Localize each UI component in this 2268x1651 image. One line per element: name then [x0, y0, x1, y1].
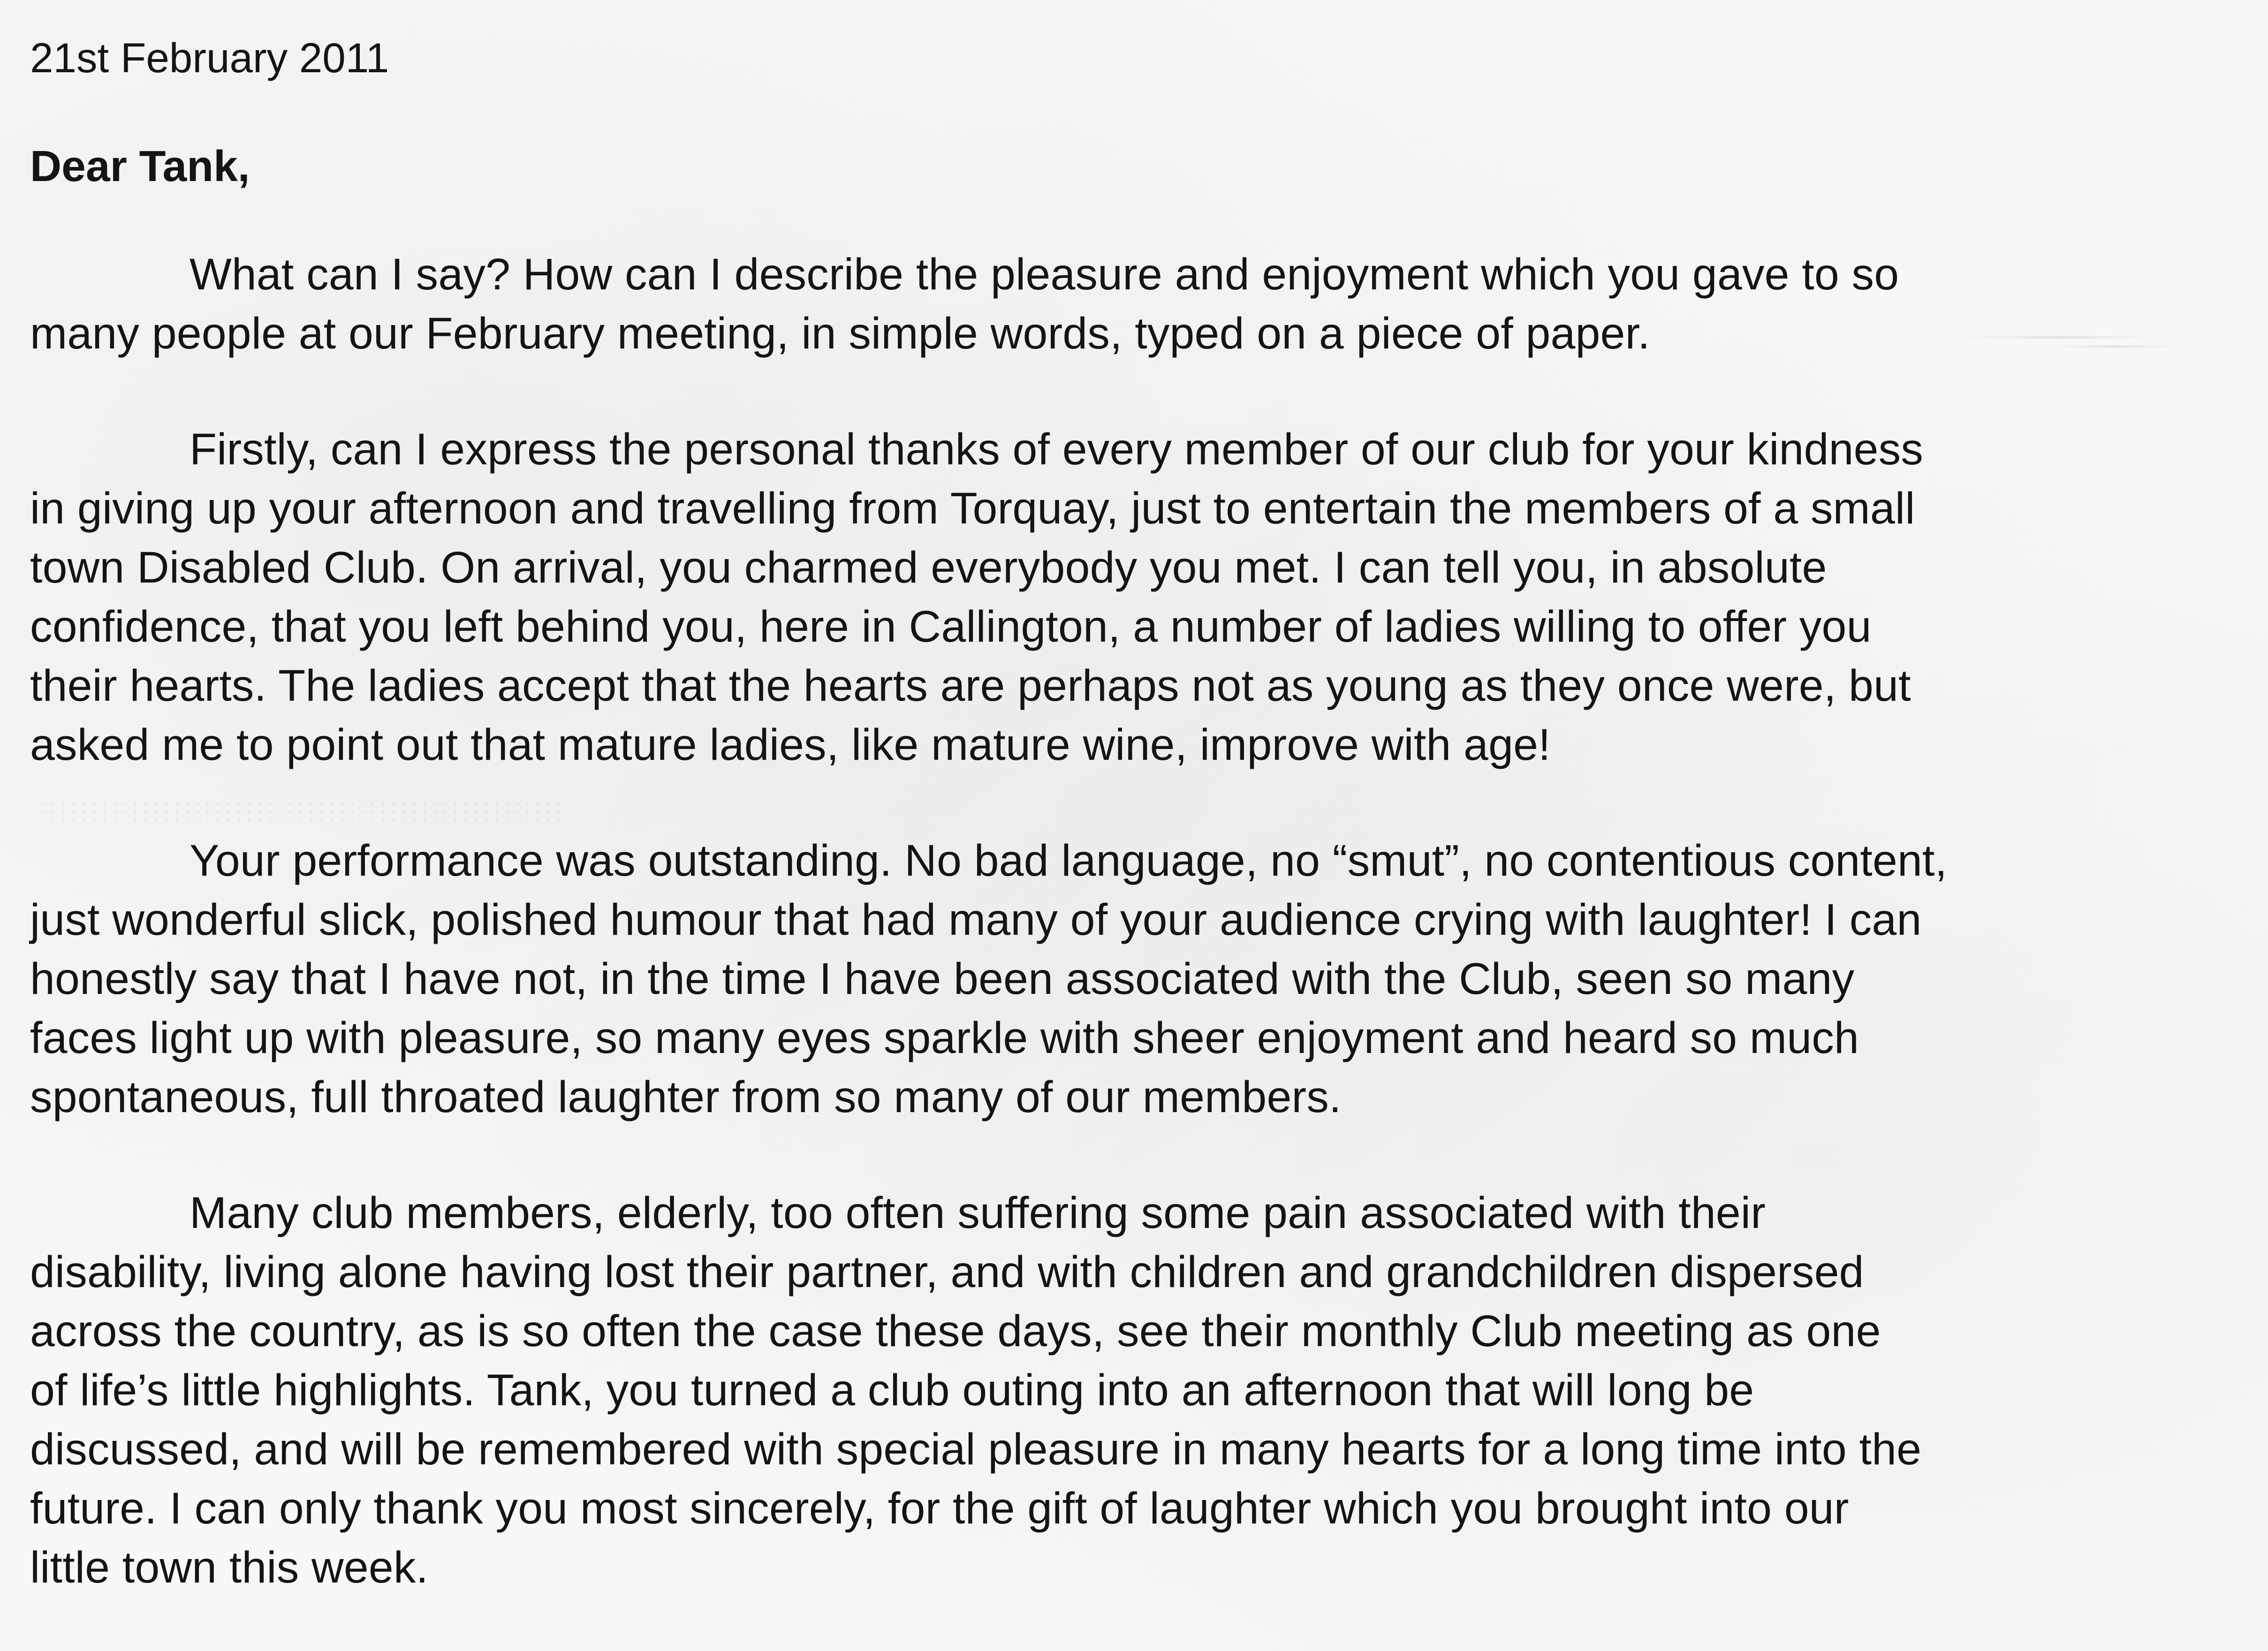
- paragraph-line: many people at our February meeting, in simple words, typed on a piece of paper.: [30, 309, 1650, 358]
- paragraph-line: little town this week.: [30, 1543, 429, 1592]
- paragraph-3: [30, 831, 2235, 1127]
- paragraph-line: Your performance was outstanding. No bad language, no “smut”, no contentious content,: [190, 836, 1948, 886]
- paragraph-line: their hearts. The ladies accept that the hearts are perhaps not as young as they once were, but: [30, 661, 1911, 711]
- paragraph-4: [30, 1183, 2235, 1597]
- paragraph-line: discussed, and will be remembered with special pleasure in many hearts for a long time into the: [30, 1424, 1922, 1474]
- paragraph-line: What can I say? How can I describe the pleasure and enjoyment which you gave to so: [190, 250, 1899, 299]
- letter-date: 21st February 2011: [30, 34, 389, 81]
- paragraph-2: [30, 420, 2235, 774]
- paragraph-line: spontaneous, full throated laughter from so many of our members.: [30, 1072, 1342, 1122]
- paragraph-line: Many club members, elderly, too often suffering some pain associated with their: [190, 1188, 1766, 1238]
- salutation: Dear Tank,: [30, 142, 250, 190]
- paragraph-line: faces light up with pleasure, so many eyes sparkle with sheer enjoyment and heard so much: [30, 1013, 1859, 1063]
- paragraph-line: across the country, as is so often the case these days, see their monthly Club meeting as one: [30, 1306, 1881, 1356]
- paragraph-line: just wonderful slick, polished humour that had many of your audience crying with laughter! I can: [30, 895, 1922, 945]
- paragraph-line: Firstly, can I express the personal thanks of every member of our club for your kindness: [190, 424, 1924, 474]
- paragraph-line: confidence, that you left behind you, here in Callington, a number of ladies willing to offer you: [30, 602, 1872, 651]
- letter-body: [30, 28, 2235, 1597]
- paragraph-line: disability, living alone having lost their partner, and with children and grandchildren dispersed: [30, 1247, 1864, 1297]
- paragraph-line: asked me to point out that mature ladies, like mature wine, improve with age!: [30, 720, 1551, 770]
- paragraph-line: in giving up your afternoon and travelling from Torquay, just to entertain the members of a small: [30, 484, 1915, 533]
- paragraph-line: of life’s little highlights. Tank, you turned a club outing into an afternoon that will long be: [30, 1365, 1754, 1415]
- paragraph-1: [30, 245, 2235, 363]
- paragraph-line: town Disabled Club. On arrival, you charmed everybody you met. I can tell you, in absolute: [30, 543, 1827, 592]
- paragraph-line: future. I can only thank you most sincerely, for the gift of laughter which you brought into our: [30, 1484, 1849, 1533]
- paragraph-line: honestly say that I have not, in the time I have been associated with the Club, seen so many: [30, 954, 1855, 1004]
